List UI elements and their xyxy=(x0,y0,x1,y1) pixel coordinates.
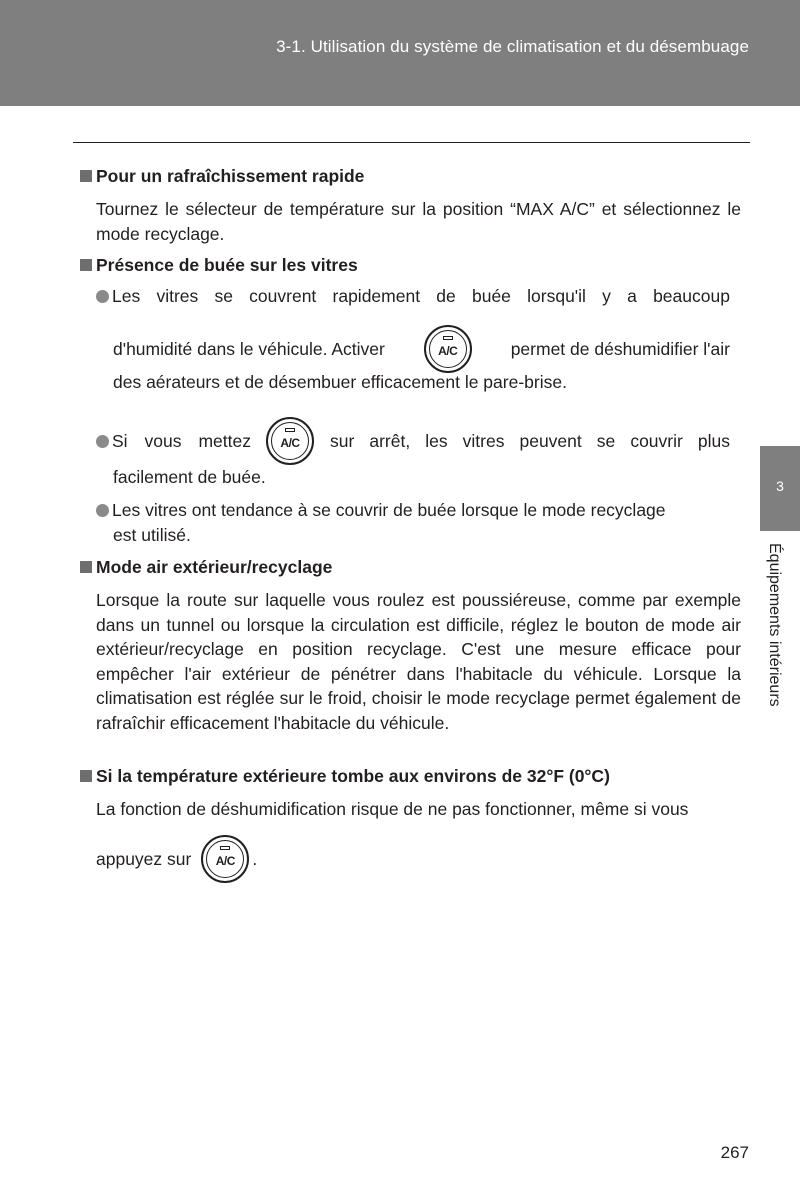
bullet-word: lorsqu'il xyxy=(527,286,586,306)
bullet-text: Les vitres ont tendance à se couvrir de buée lorsque le mode recyclage xyxy=(112,500,666,520)
heading-text: Pour un rafraîchissement rapide xyxy=(96,166,365,186)
square-bullet-icon xyxy=(80,259,92,271)
heading-text: Présence de buée sur les vitres xyxy=(96,255,358,275)
bullet-word: sur xyxy=(330,430,355,451)
square-bullet-icon xyxy=(80,170,92,182)
bullet-line: des aérateurs et de désembuer efficacement le pare-brise. xyxy=(113,372,567,392)
page-number: 267 xyxy=(720,1143,749,1162)
section-paragraph: Tournez le sélecteur de température sur la position “MAX A/C” et sélectionnez le mode recyclage. xyxy=(96,199,741,244)
bullet-line xyxy=(96,286,730,307)
section-heading xyxy=(80,166,364,187)
bullet-line: est utilisé. xyxy=(113,525,191,545)
bullet-word: les xyxy=(425,430,448,451)
round-bullet-icon xyxy=(96,290,109,303)
bullet-text xyxy=(330,431,730,452)
bullet-text xyxy=(112,431,251,452)
heading-text: Si la température extérieure tombe aux environs de 32°F (0°C) xyxy=(96,766,610,786)
ac-button-label: A/C xyxy=(215,854,235,868)
section-heading xyxy=(80,766,610,787)
round-bullet-icon xyxy=(96,504,109,517)
bullet-word: couvrent xyxy=(249,286,317,306)
bullet-word: vous xyxy=(144,430,182,451)
bullet-line xyxy=(96,417,730,465)
section-paragraph: Lorsque la route sur laquelle vous roulez est poussiéreuse, comme par exemple dans un tunnel ou lorsque la circulation est difficile, réglez le bouton de mode air extérieur/recyclage en position recyclage. C'est une mesure efficace pour empêcher l'air extérieur de pénétrer dans l'habitacle du véhicule. Lorsque la climatisation est réglée sur le froid, choisir le mode recyclage permet également de rafraîchir efficacement l'habitacle du véhicule. xyxy=(96,590,741,733)
page-header xyxy=(0,0,800,106)
section-heading xyxy=(80,557,332,578)
bullet-word: couvrir xyxy=(630,430,683,451)
bullet-word: vitres xyxy=(462,430,505,451)
bullet-word: peuvent xyxy=(519,430,582,451)
bullet-word: vitres xyxy=(156,286,199,306)
ac-indicator-icon xyxy=(443,336,453,340)
ac-button-icon xyxy=(266,417,314,465)
bullet-text: permet de déshumidifier l'air xyxy=(510,338,730,359)
ac-button-icon xyxy=(424,325,472,373)
square-bullet-icon xyxy=(80,770,92,782)
ac-button-label: A/C xyxy=(438,344,458,358)
ac-button-icon xyxy=(201,835,249,883)
chapter-title: 3-1. Utilisation du système de climatisation et du désembuage xyxy=(276,37,749,56)
chapter-tab xyxy=(760,446,800,531)
bullet-line: facilement de buée. xyxy=(113,467,266,487)
bullet-line xyxy=(96,500,666,521)
section-text: . xyxy=(252,848,258,869)
section-line xyxy=(96,835,257,883)
bullet-lead xyxy=(96,286,140,307)
bullet-word: se xyxy=(596,430,616,451)
bullet-word: a xyxy=(627,286,637,306)
ac-indicator-icon xyxy=(285,428,295,432)
ac-button-label: A/C xyxy=(280,436,300,450)
bullet-word: Si xyxy=(112,430,128,451)
square-bullet-icon xyxy=(80,561,92,573)
ac-indicator-icon xyxy=(220,846,230,850)
bullet-word: y xyxy=(602,286,611,306)
bullet-word: Les xyxy=(112,286,141,306)
bullet-word: mettez xyxy=(198,430,251,451)
chapter-number: 3 xyxy=(776,478,784,494)
bullet-word: beaucoup xyxy=(653,286,730,306)
section-line: La fonction de déshumidification risque de ne pas fonctionner, même si vous xyxy=(96,799,689,819)
section-text: appuyez sur xyxy=(96,848,192,869)
bullet-word: de xyxy=(436,286,456,306)
bullet-word: se xyxy=(214,286,233,306)
chapter-side-label: Équipements intérieurs xyxy=(766,543,783,707)
section-heading xyxy=(80,255,358,276)
heading-text: Mode air extérieur/recyclage xyxy=(96,557,333,577)
header-rule xyxy=(73,142,750,143)
bullet-line xyxy=(113,325,730,373)
bullet-word: buée xyxy=(471,286,511,306)
bullet-word: arrêt, xyxy=(369,430,411,451)
bullet-word: plus xyxy=(697,430,730,451)
round-bullet-icon xyxy=(96,435,109,448)
bullet-text: d'humidité dans le véhicule. Activer xyxy=(113,338,385,359)
bullet-word: rapidement xyxy=(332,286,421,306)
